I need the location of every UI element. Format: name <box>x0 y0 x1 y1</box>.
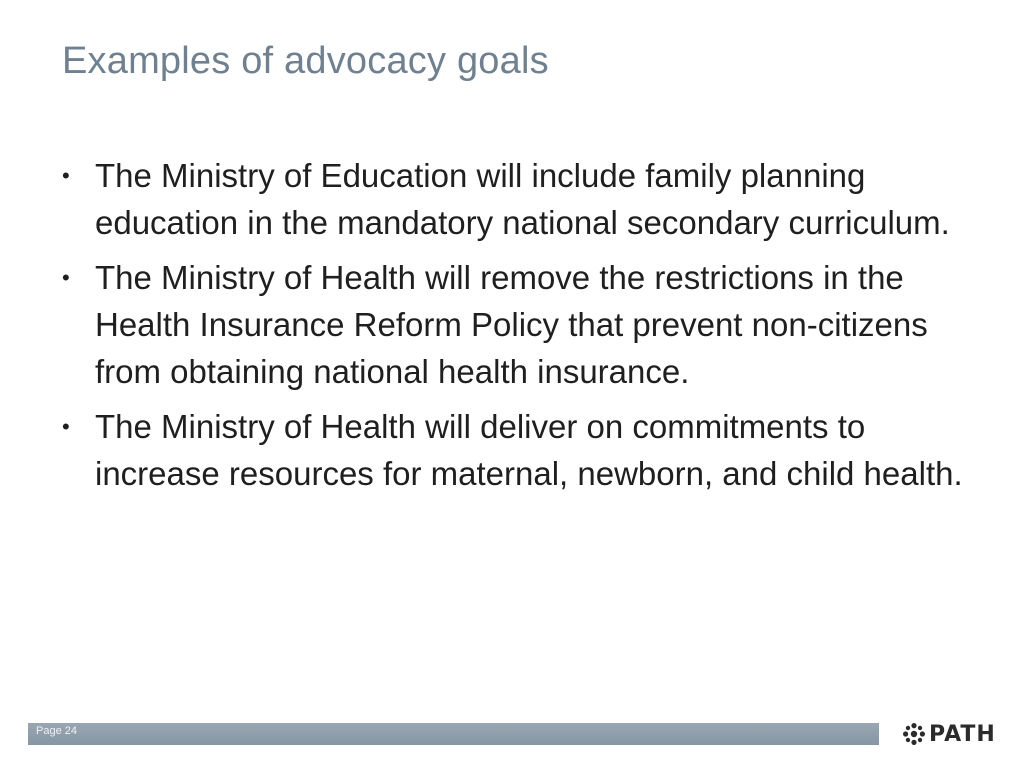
path-logo <box>902 718 996 750</box>
bullet-list <box>58 152 978 505</box>
bullet-icon: • <box>62 414 70 439</box>
bullet-icon: • <box>62 163 70 188</box>
footer-bar <box>28 723 879 745</box>
bullet-text: The Ministry of Health will deliver on commitments to increase resources for maternal, newborn, and child health. <box>95 408 963 492</box>
page-number: Page 24 <box>36 725 77 737</box>
path-logo-icon <box>902 722 926 746</box>
bullet-item <box>58 254 978 395</box>
bullet-item <box>58 152 978 246</box>
bullet-item <box>58 403 978 497</box>
slide-title: Examples of advocacy goals <box>62 40 549 82</box>
bullet-text: The Ministry of Health will remove the restrictions in the Health Insurance Reform Policy that prevent non-citizens from obtaining national health insurance. <box>95 259 928 390</box>
bullet-text: The Ministry of Education will include family planning education in the mandatory national secondary curriculum. <box>95 157 950 241</box>
bullet-icon: • <box>62 265 70 290</box>
logo-text: PATH <box>929 721 996 747</box>
